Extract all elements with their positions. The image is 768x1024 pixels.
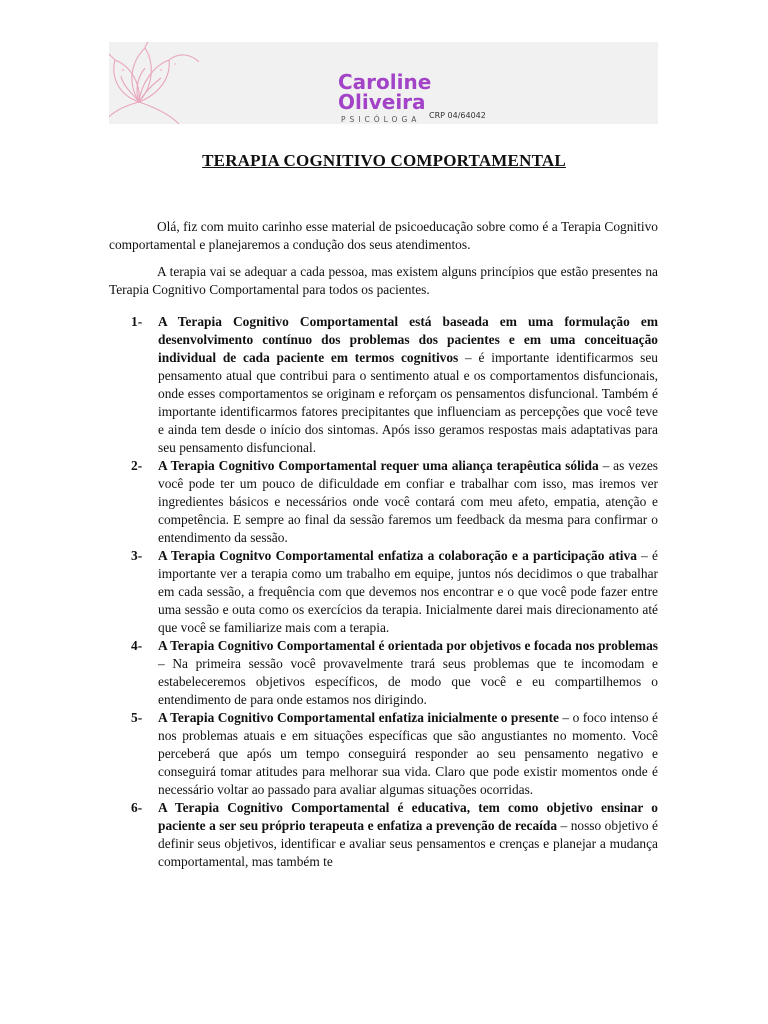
intro-paragraph-1: Olá, fiz com muito carinho esse material de psicoeducação sobre como é a Terapia Cognitivo comportamental e planejaremos a condução dos seus atendimentos.	[109, 219, 658, 252]
list-item-number: 2-	[131, 458, 143, 473]
header-banner	[109, 42, 658, 124]
list-item-number: 3-	[131, 548, 143, 563]
list-item-text: – é importante ver a terapia como um trabalho em equipe, juntos nós decidimos o que trabalhar em cada sessão, a frequência com que devemos nos encontrar e o que você pode fazer entre uma sessão e outa como os exercícios da terapia. Inicialmente darei mais direcionamento até que você se familiarize mais com a terapia.	[158, 548, 658, 635]
list-item-heading: A Terapia Cognitivo Comportamental está baseada em uma formulação em desenvolvimento contínuo dos problemas dos pacientes e em uma conceituação individual de cada paciente em termos cognitivos	[158, 314, 658, 365]
list-item	[109, 547, 658, 637]
crp-number: CRP 04/64042	[429, 111, 486, 120]
list-item-heading: A Terapia Cognitivo Comportamental enfatiza inicialmente o presente	[158, 710, 559, 725]
list-item	[109, 799, 658, 871]
list-item-number: 1-	[131, 314, 143, 329]
brand-name-line2: Oliveira	[338, 90, 426, 114]
list-item-heading: A Terapia Cognitivo Comportamental é orientada por objetivos e focada nos problemas	[158, 638, 658, 653]
list-item-text: – o foco intenso é nos problemas atuais e em situações específicas que são angustiantes no momento. Você perceberá que após um tempo conseguirá responder ao seu pensamento negativo e conseguirá tomar atitudes para melhorar sua vida. Claro que pode existir momentos onde é necessário voltar ao passado para avaliar algumas situações ocorridas.	[158, 710, 658, 797]
list-item-text: – Na primeira sessão você provavelmente trará seus problemas que te incomodam e estabeleceremos objetivos específicos, de modo que você e eu compartilhemos o entendimento de para onde estamos nos dirigindo.	[158, 656, 658, 707]
list-item	[109, 637, 658, 709]
list-item-number: 4-	[131, 638, 143, 653]
document-title: TERAPIA COGNITIVO COMPORTAMENTAL	[202, 151, 566, 170]
list-item-text: – nosso objetivo é definir seus objetivos, identificar e avaliar seus pensamentos e crenças e planejar a mudança comportamental, mas também te	[158, 818, 658, 869]
list-item-heading: A Terapia Cognitvo Comportamental enfatiza a colaboração e a participação ativa	[158, 548, 637, 563]
list-item-heading: A Terapia Cognitivo Comportamental é educativa, tem como objetivo ensinar o paciente a ser seu próprio terapeuta e enfatiza a prevenção de recaída	[158, 800, 658, 833]
list-item	[109, 313, 658, 457]
list-item-text: – as vezes você pode ter um pouco de dificuldade em confiar e trabalhar com isso, mas iremos ver ingredientes básicos e necessários onde você contará com meu afeto, empatia, atenção e competência. E sempre ao final da sessão faremos um feedback da mesma para confirmar o entendimento da sessão.	[158, 458, 658, 545]
list-item-heading: A Terapia Cognitivo Comportamental requer uma aliança terapêutica sólida	[158, 458, 599, 473]
brand-name	[338, 72, 431, 124]
list-item	[109, 709, 658, 799]
list-item	[109, 457, 658, 547]
brand-role: PSICÓLOGA	[341, 115, 421, 124]
list-item-text: – é importante identificarmos seu pensamento atual que contribui para o sentimento atual e os comportamentos disfuncionais, onde esses comportamentos se originam e reforçam os pensamentos disfuncional. Também é importante identificarmos fatores precipitantes que influenciam as percepções que você teve e ainda tem desde o início dos sintomas. Após isso geramos respostas mais adaptativas para seu pensamento disfuncional.	[158, 350, 658, 455]
lotus-flower-icon	[109, 42, 229, 124]
list-item-number: 5-	[131, 710, 143, 725]
principles-list	[109, 313, 658, 871]
document-body	[109, 218, 658, 871]
intro-paragraph-2: A terapia vai se adequar a cada pessoa, mas existem alguns princípios que estão presentes na Terapia Cognitivo Comportamental para todos os pacientes.	[109, 264, 658, 297]
list-item-number: 6-	[131, 800, 143, 815]
brand-name-line1: Caroline	[338, 70, 432, 94]
